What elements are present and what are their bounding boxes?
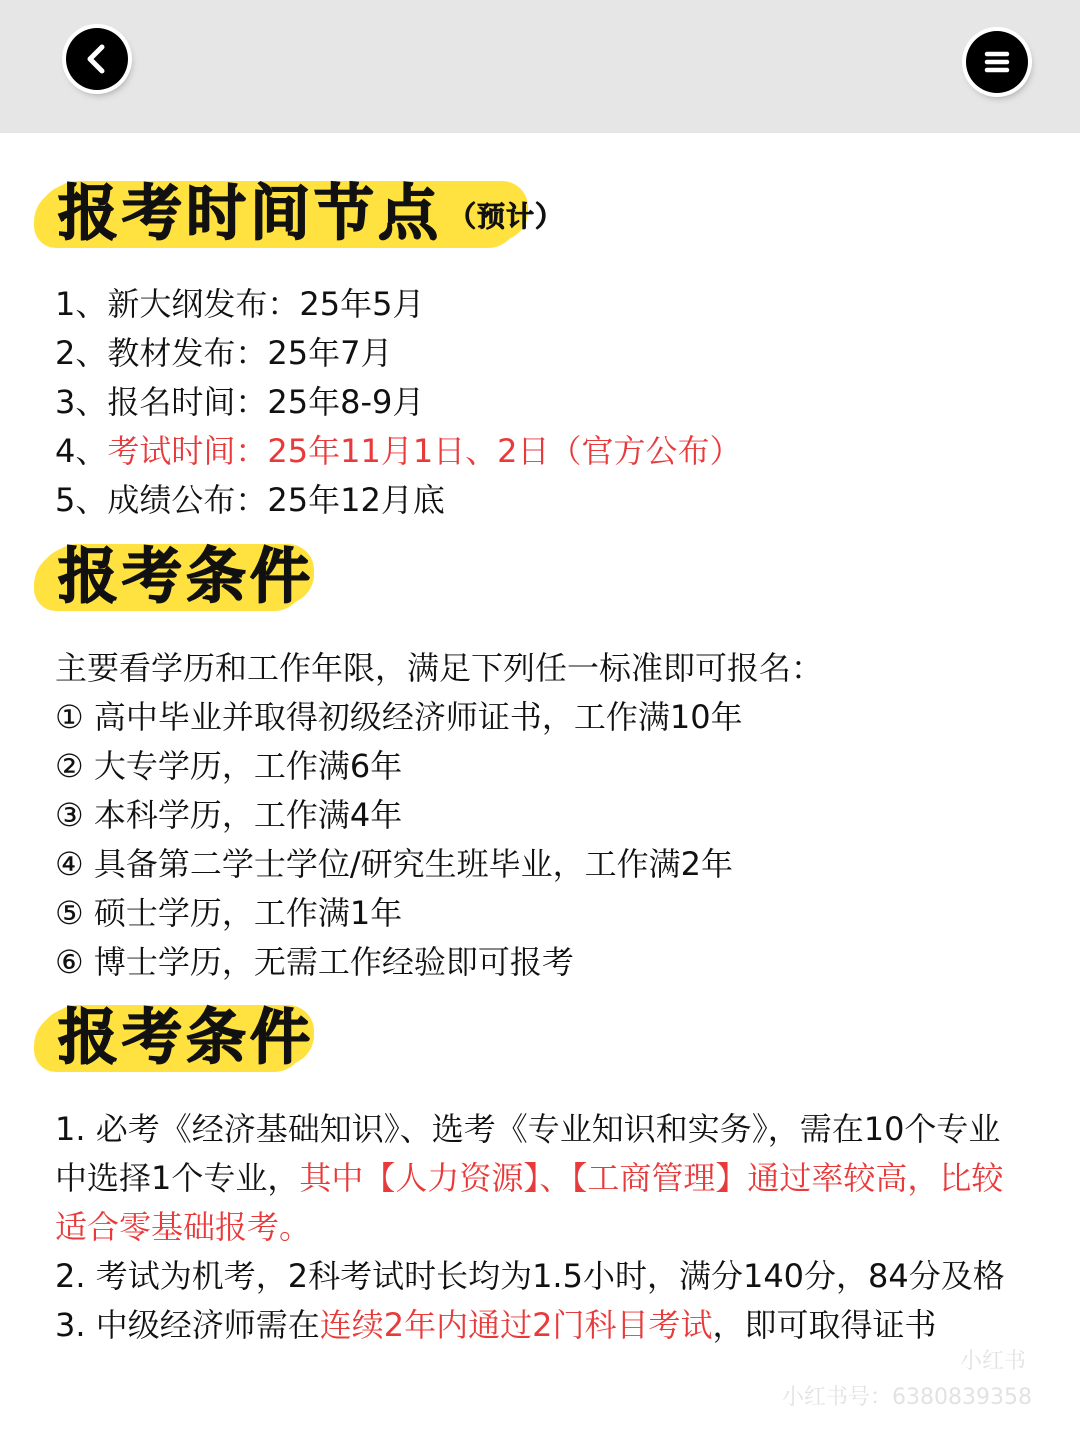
- list-item-highlighted: 4、考试时间：25年11月1日、2日（官方公布）: [55, 432, 742, 470]
- list-item: ② 大专学历，工作满6年: [55, 747, 403, 785]
- paragraph: 1. 必考《经济基础知识》、选考《专业知识和实务》，需在10个专业中选择1个专业，其中【人力资源】、【工商管理】通过率较高，比较适合零基础报考。: [55, 1110, 1004, 1246]
- intro-text: 主要看学历和工作年限，满足下列任一标准即可报名：: [55, 649, 824, 687]
- paragraph: 2. 考试为机考，2科考试时长均为1.5小时，满分140分，84分及格: [55, 1257, 1005, 1295]
- list-item: ③ 本科学历，工作满4年: [55, 796, 403, 834]
- heading-title: 报考条件: [58, 542, 314, 612]
- list-item: 3、报名时间：25年8-9月: [55, 383, 425, 421]
- schedule-list: [55, 280, 742, 525]
- heading-title: 报考条件: [58, 1003, 314, 1073]
- menu-button[interactable]: [966, 31, 1028, 93]
- watermark-id: 小红书号：6380839358: [782, 1385, 1032, 1410]
- list-item: 5、成绩公布：25年12月底: [55, 481, 445, 519]
- list-item: ⑥ 博士学历，无需工作经验即可报考: [55, 943, 574, 981]
- exam-info-body: [55, 1105, 1030, 1350]
- heading-title: 报考时间节点: [58, 179, 442, 249]
- list-item: 1、新大纲发布：25年5月: [55, 285, 425, 323]
- paragraph: 3. 中级经济师需在连续2年内通过2门科目考试，即可取得证书: [55, 1306, 937, 1344]
- list-item: ① 高中毕业并取得初级经济师证书，工作满10年: [55, 698, 743, 736]
- list-item: ⑤ 硕士学历，工作满1年: [55, 894, 403, 932]
- back-button[interactable]: [66, 28, 128, 90]
- chevron-left-icon: [80, 42, 114, 76]
- list-item: ④ 具备第二学士学位/研究生班毕业，工作满2年: [55, 845, 734, 883]
- eligibility-list: [55, 644, 823, 987]
- menu-icon: [980, 45, 1014, 79]
- watermark-logo: 小红书: [960, 1349, 1027, 1374]
- list-item: 2、教材发布：25年7月: [55, 334, 393, 372]
- heading-subtitle: （预计）: [448, 200, 565, 234]
- top-bar: [0, 0, 1080, 133]
